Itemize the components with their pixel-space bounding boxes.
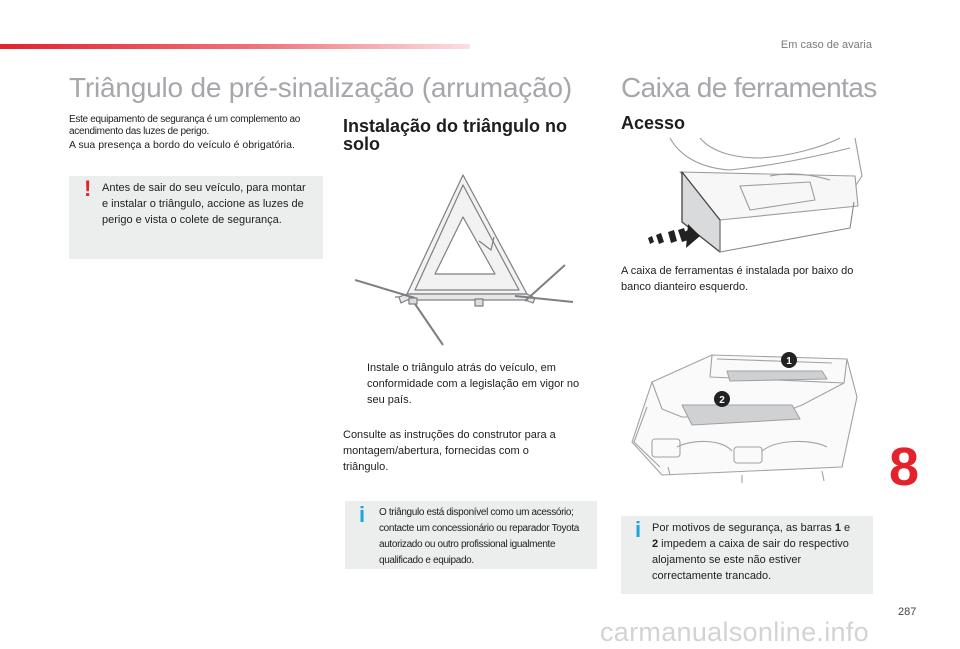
section-subtitle-access: Acesso [621, 113, 686, 133]
instruction-step-text: Instale o triângulo atrás do veículo, em conformidade com a legislação em vigor no seu país. [367, 362, 580, 406]
intro-paragraph-2: A sua presença a bordo do veículo é obrigatória. [69, 139, 295, 151]
page-number: 287 [898, 606, 917, 618]
info-text-part: impedem a caixa de sair do respectivo alojamento se este não estiver correctamente trancado. [652, 538, 849, 582]
toolbox-location-text: A caixa de ferramentas é instalada por baixo do banco dianteiro esquerdo. [621, 265, 854, 293]
intro-text [69, 114, 325, 152]
warning-box [69, 176, 323, 259]
toolbox-illustration [622, 347, 862, 495]
warning-icon: ! [84, 176, 92, 201]
info-box-triangle [345, 501, 597, 569]
info-icon: i [359, 502, 366, 527]
watermark-text: carmanualsonline.info [600, 617, 869, 647]
warning-triangle-illustration [355, 165, 580, 350]
callout-2-label: 2 [719, 395, 725, 406]
bar-1-label: 1 [834, 522, 841, 534]
consult-text: Consulte as instruções do construtor para a montagem/abertura, fornecidas com o triângulo. [343, 429, 556, 473]
info-text-part: Por motivos de segurança, as barras [652, 522, 835, 534]
instruction-step [343, 360, 593, 408]
info-text-triangle: O triângulo está disponível como um acessório; contacte um concessionário ou reparador Toyota autorizado ou outro profissional igualmente qualificado e equipado. [379, 507, 579, 566]
header-accent-bar [0, 44, 470, 49]
warning-text: Antes de sair do seu veículo, para montar e instalar o triângulo, accione as luzes de perigo e vista o colete de segurança. [102, 182, 306, 226]
intro-paragraph-1: Este equipamento de segurança é um complemento ao acendimento das luzes de perigo. [69, 114, 301, 137]
bar-2-label: 2 [652, 538, 659, 550]
callout-1-label: 1 [786, 356, 792, 367]
seat-toolbox-illustration [640, 136, 870, 258]
section-title-triangle: Instalação do triângulo no solo [343, 116, 568, 154]
chapter-number: 8 [889, 437, 920, 497]
info-box-toolbox [621, 516, 873, 594]
info-text-toolbox [652, 520, 857, 584]
info-icon: i [635, 517, 642, 542]
info-text-part: e [840, 522, 851, 534]
section-title-toolbox: Caixa de ferramentas [621, 72, 877, 103]
chapter-title: Em caso de avaria [780, 39, 872, 51]
page-title: Triângulo de pré-sinalização (arrumação) [69, 72, 572, 103]
